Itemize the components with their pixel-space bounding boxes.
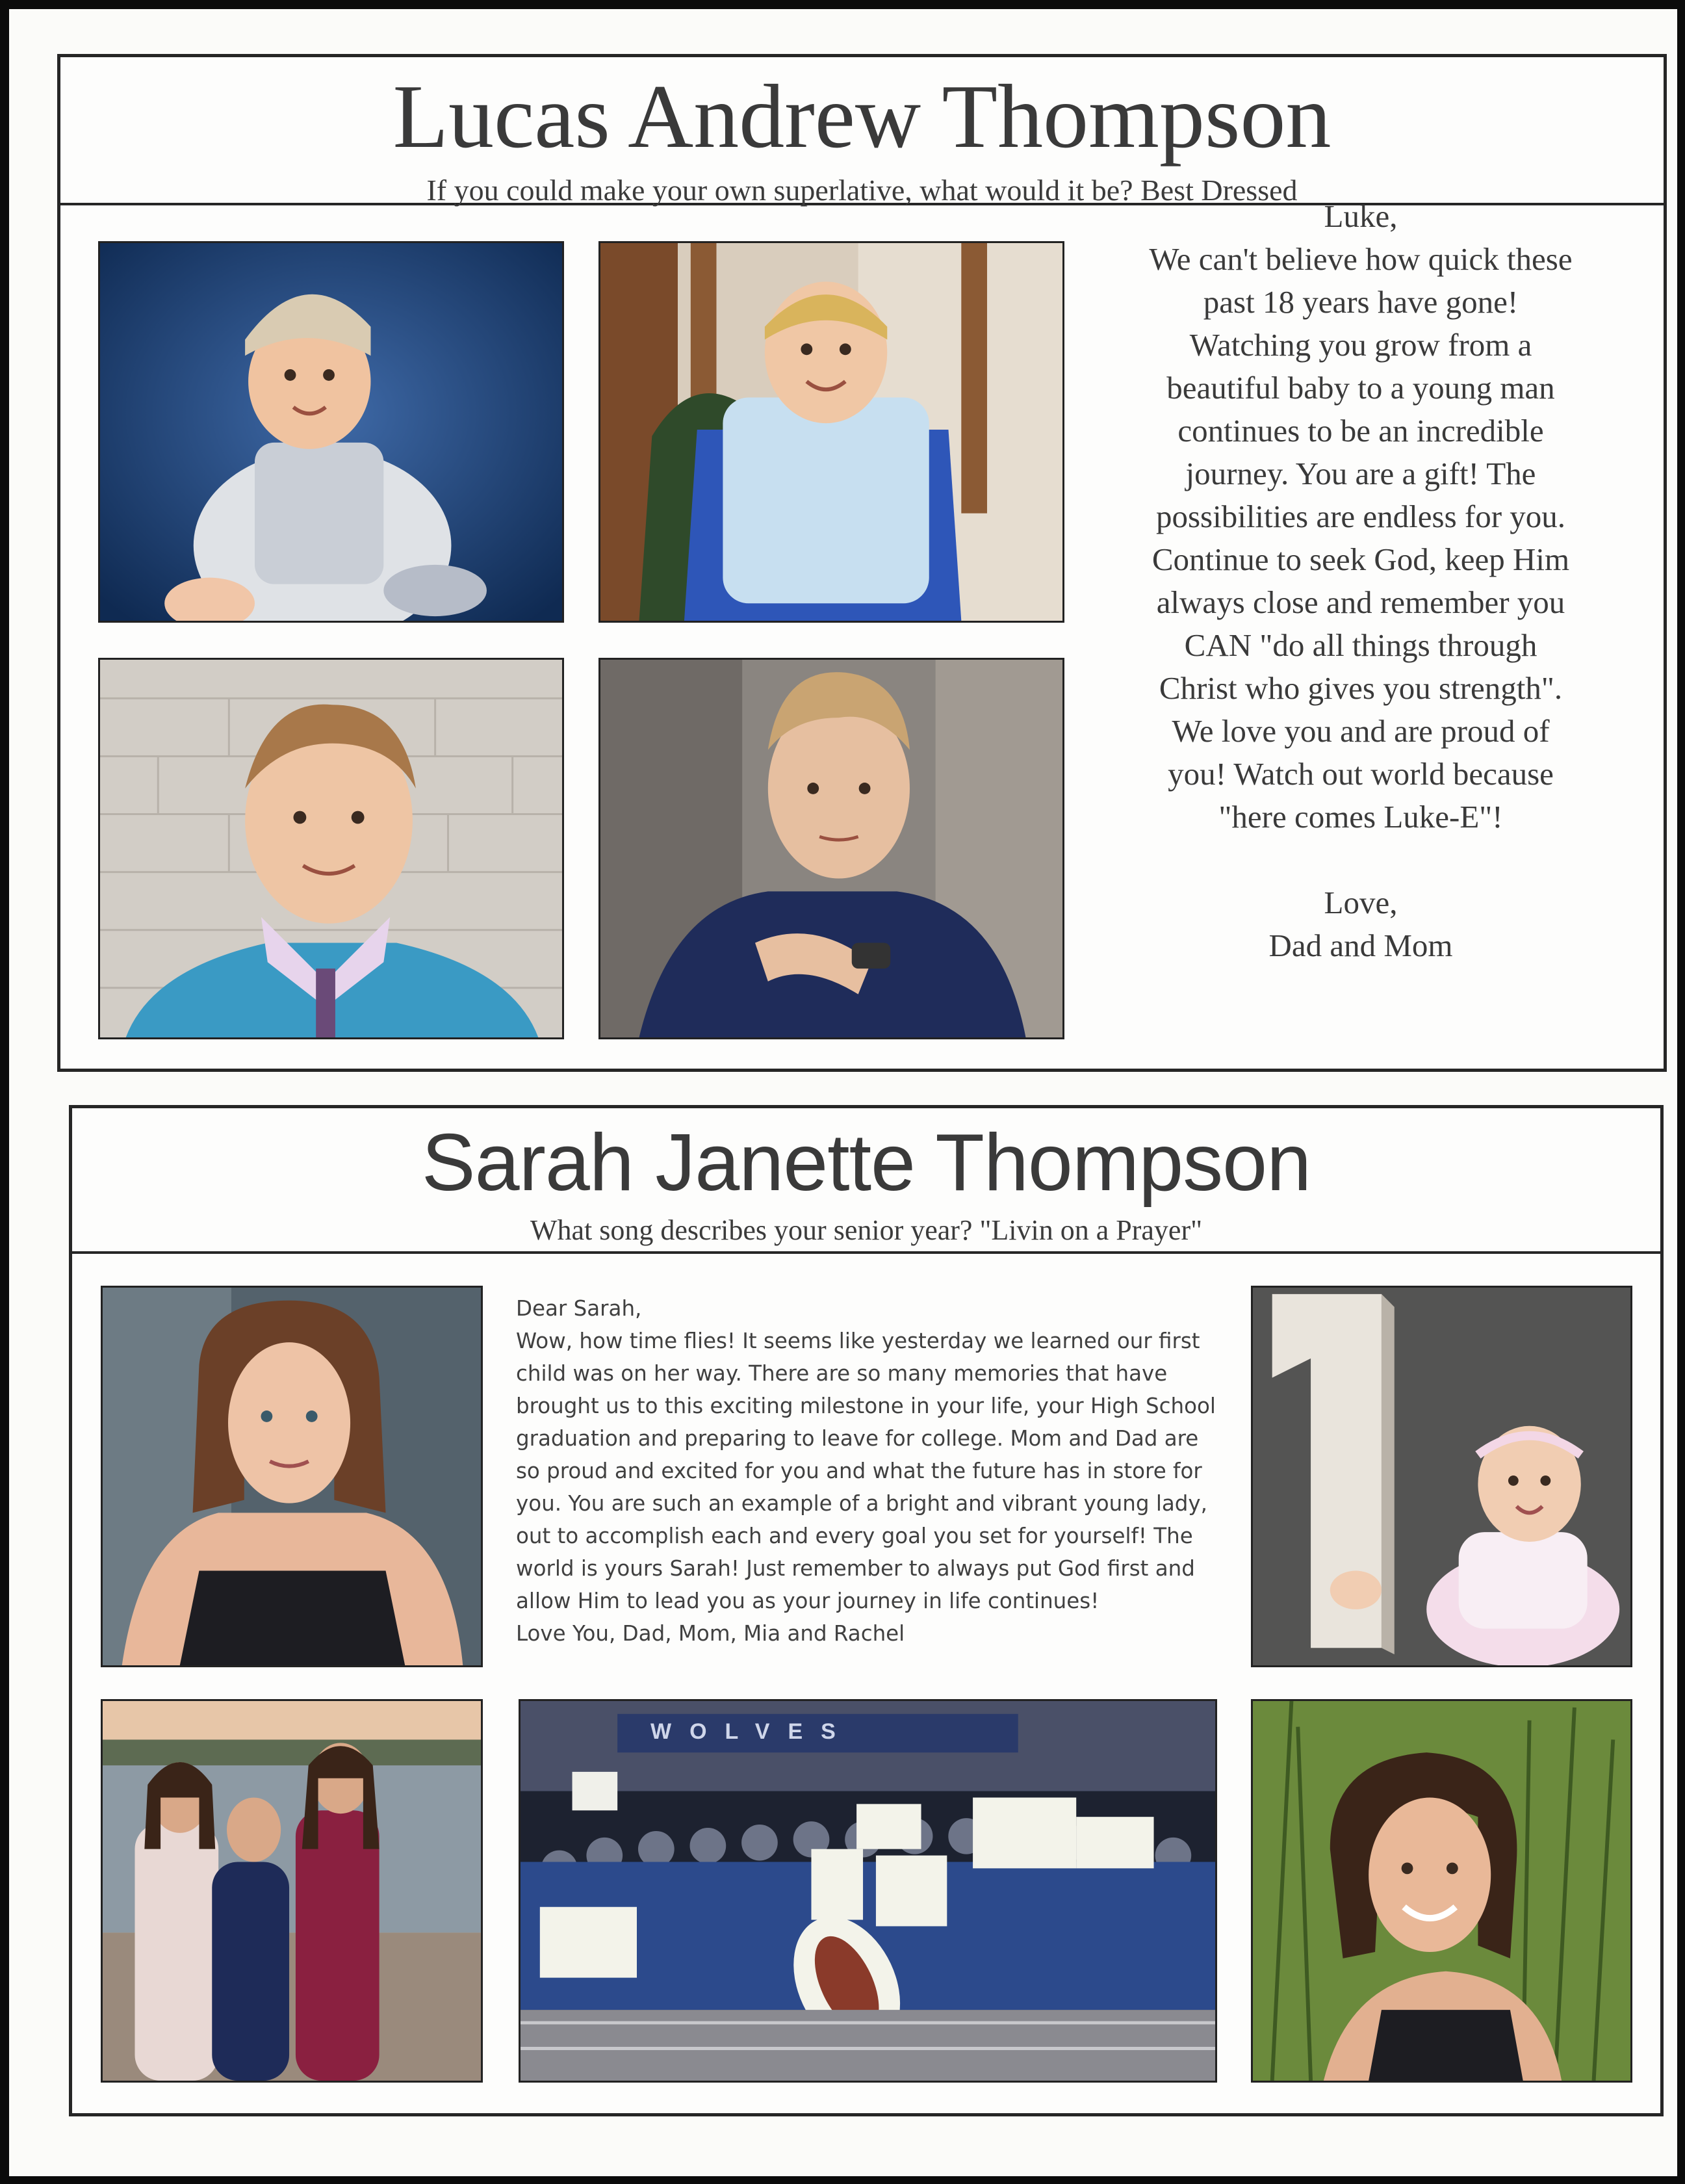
sarah-sisters-photo bbox=[101, 1699, 483, 2083]
lucas-baby-photo bbox=[98, 241, 564, 623]
lucas-letter-greeting: Luke, bbox=[1324, 198, 1398, 234]
sarah-letter-line: you. You are such an example of a bright and vibrant young lady, bbox=[516, 1491, 1207, 1516]
lucas-letter-line: Watching you grow from a bbox=[1189, 327, 1532, 363]
sarah-letter-line: Wow, how time flies! It seems like yesterday we learned our first bbox=[516, 1329, 1200, 1353]
sarah-name-title: Sarah Janette Thompson bbox=[421, 1118, 1311, 1208]
sarah-letter-line: out to accomplish each and every goal you set for yourself! The bbox=[516, 1524, 1193, 1548]
lucas-letter-line: past 18 years have gone! bbox=[1203, 284, 1519, 320]
sarah-song-question: What song describes your senior year? "Livin on a Prayer" bbox=[530, 1214, 1203, 1246]
sarah-parent-letter bbox=[516, 1292, 1218, 1650]
sarah-senior-portrait-photo bbox=[101, 1286, 483, 1667]
letter-spacer bbox=[1055, 838, 1666, 881]
sarah-letter-line: so proud and excited for you and what the future has in store for bbox=[516, 1459, 1202, 1483]
lucas-ad-header bbox=[60, 57, 1664, 205]
lucas-letter-line: journey. You are a gift! The bbox=[1185, 456, 1536, 491]
lucas-teen-portrait-photo bbox=[98, 658, 564, 1039]
lucas-letter-line: Continue to seek God, keep Him bbox=[1151, 541, 1570, 577]
lucas-parent-letter bbox=[1055, 195, 1666, 967]
sarah-ad-header bbox=[72, 1108, 1660, 1254]
lucas-superlative-question: If you could make your own superlative, what would it be? Best Dressed bbox=[426, 174, 1298, 207]
lucas-letter-line: always close and remember you bbox=[1156, 584, 1565, 620]
lucas-letter-line: "here comes Luke-E"! bbox=[1218, 799, 1503, 835]
lucas-letter-line: We can't believe how quick these bbox=[1149, 241, 1573, 277]
sarah-letter-line: world is yours Sarah! Just remember to always put God first and bbox=[516, 1556, 1195, 1581]
lucas-senior-portrait-photo bbox=[598, 658, 1064, 1039]
lucas-letter-line: We love you and are proud of bbox=[1172, 713, 1550, 749]
stadium-sign: WOLVES bbox=[650, 1719, 854, 1744]
lucas-letter-line: continues to be an incredible bbox=[1177, 413, 1544, 448]
lucas-name-title: Lucas Andrew Thompson bbox=[392, 66, 1331, 167]
sarah-letter-greeting: Dear Sarah, bbox=[516, 1296, 642, 1321]
sarah-first-birthday-photo bbox=[1251, 1286, 1632, 1667]
lucas-letter-line: beautiful baby to a young man bbox=[1166, 370, 1555, 406]
lucas-letter-signature: Dad and Mom bbox=[1268, 928, 1453, 963]
sarah-smiling-portrait-photo bbox=[1251, 1699, 1632, 2083]
sarah-letter-line: child was on her way. There are so many memories that have bbox=[516, 1361, 1168, 1386]
sarah-letter-signoff: Love You, Dad, Mom, Mia and Rachel bbox=[516, 1621, 905, 1646]
sarah-letter-line: brought us to this exciting milestone in your life, your High School bbox=[516, 1394, 1216, 1418]
lucas-letter-line: Christ who gives you strength". bbox=[1159, 670, 1563, 706]
sarah-letter-line: graduation and preparing to leave for college. Mom and Dad are bbox=[516, 1426, 1199, 1451]
sarah-letter-line: allow Him to lead you as your journey in life continues! bbox=[516, 1589, 1100, 1613]
lucas-letter-line: possibilities are endless for you. bbox=[1155, 499, 1566, 534]
lucas-letter-line: you! Watch out world because bbox=[1168, 756, 1554, 792]
lucas-letter-closing: Love, bbox=[1324, 885, 1398, 920]
lucas-child-backpack-photo bbox=[598, 241, 1064, 623]
sarah-stadium-crowd-photo bbox=[519, 1699, 1217, 2083]
lucas-letter-line: CAN "do all things through bbox=[1184, 627, 1537, 663]
